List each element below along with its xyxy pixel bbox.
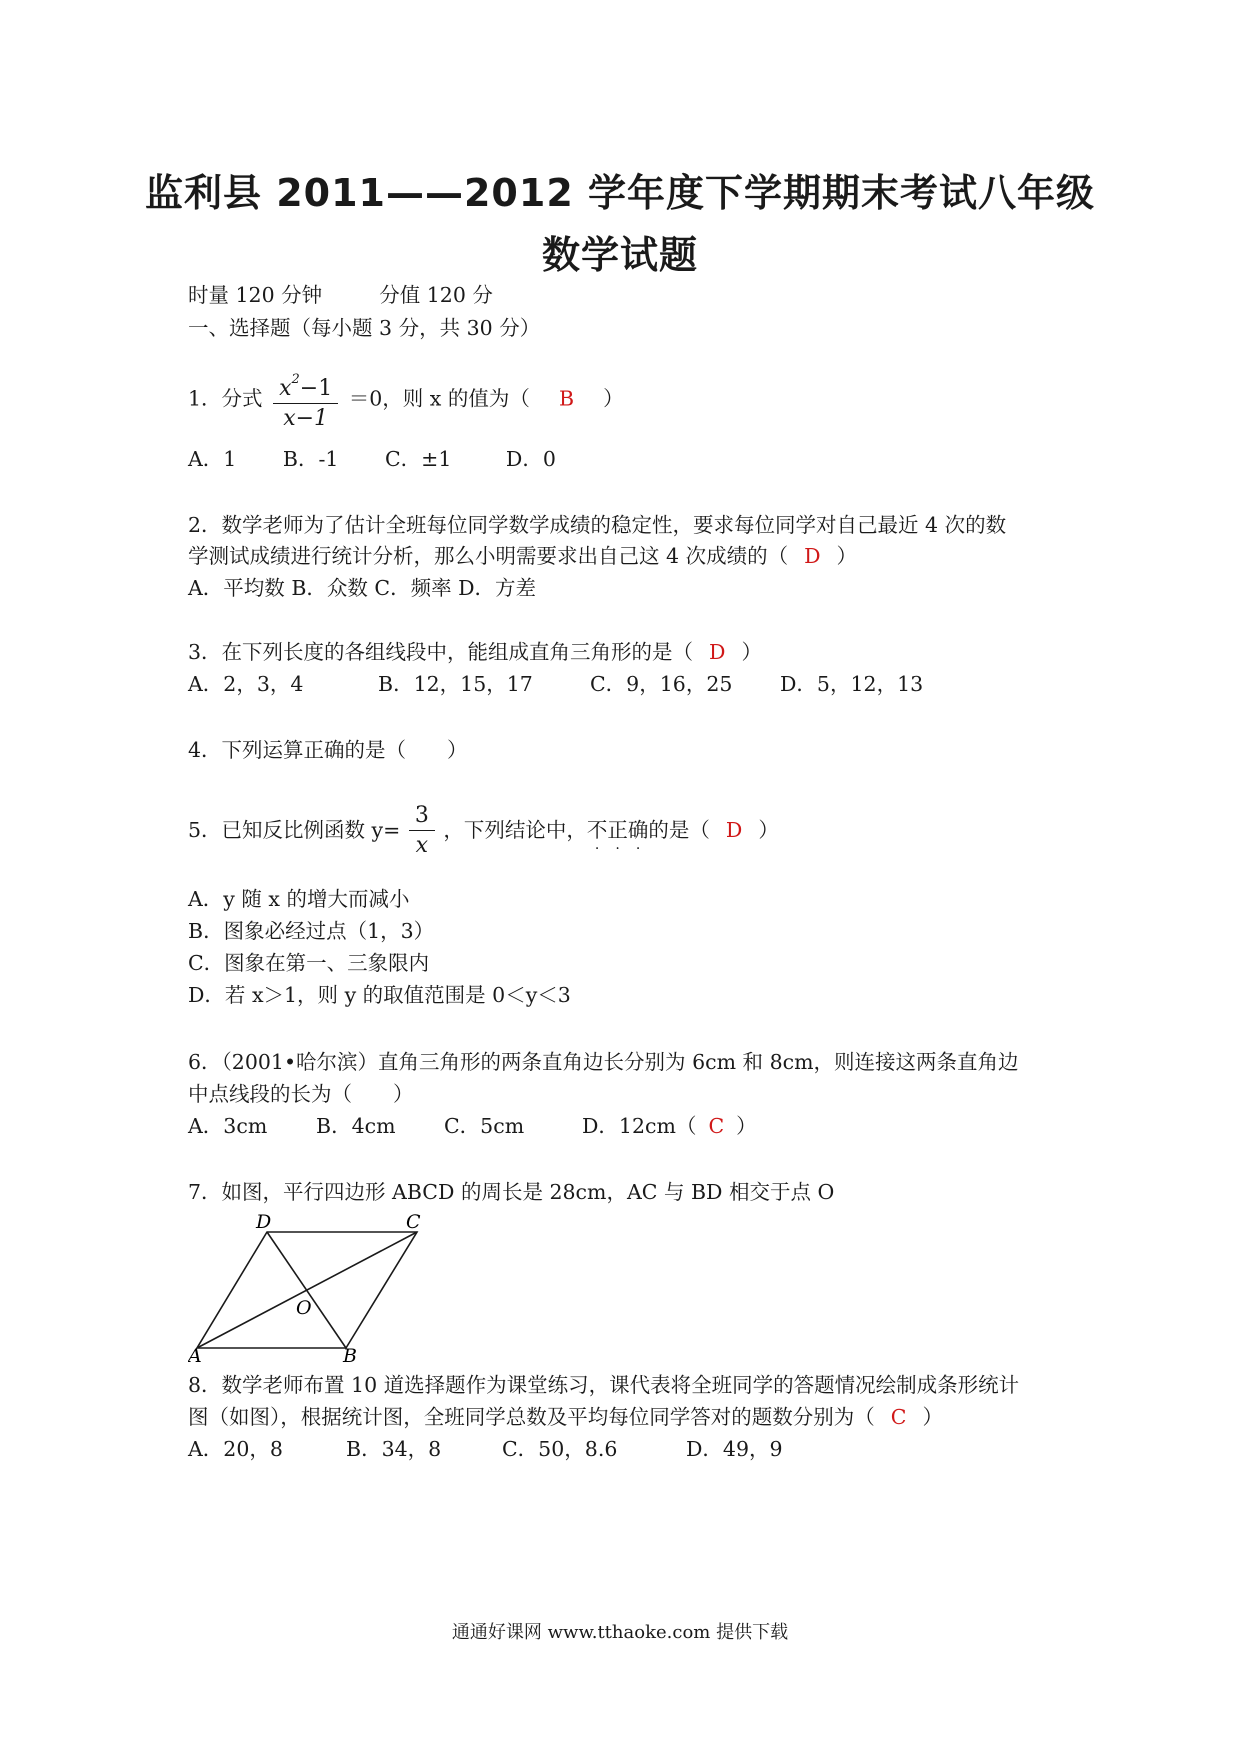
q1-answer: B — [558, 386, 575, 411]
question-7: 7．如图，平行四边形 ABCD 的周长是 28cm，AC 与 BD 相交于点 O — [188, 1180, 835, 1204]
q8-answer: C — [890, 1405, 907, 1429]
q3-answer: D — [709, 640, 726, 664]
time-limit: 时量 120 分钟 — [188, 283, 323, 307]
question-4: 4．下列运算正确的是（ ） — [188, 738, 468, 762]
vertex-label-c: C — [406, 1212, 421, 1233]
q2-answer: D — [804, 544, 821, 568]
question-6-line2: 中点线段的长为（ ） — [188, 1082, 414, 1106]
q6-answer: C — [708, 1114, 725, 1138]
exam-title: 监利县 2011——2012 学年度下学期期末考试八年级 — [145, 171, 1095, 215]
total-score: 分值 120 分 — [379, 283, 493, 307]
question-2-line2: 学测试成绩进行统计分析，那么小明需要求出自己这 4 次成绩的（ D ） — [188, 544, 858, 568]
q5-option-d: D．若 x＞1，则 y 的取值范围是 0＜y＜3 — [188, 983, 571, 1007]
q5-option-a: A．y 随 x 的增大而减小 — [188, 887, 410, 911]
q1-options: A．1 B．-1 C．±1 D．0 — [188, 447, 556, 471]
q1-fraction: $\frac{x^2-1}{x-1}$ — [273, 366, 338, 434]
q3-options: A．2，3，4 B．12，15，17 C．9，16，25 D．5，12，13 — [188, 672, 924, 696]
q5-option-c: C．图象在第一、三象限内 — [188, 951, 430, 975]
q2-options: A．平均数 B．众数 C．频率 D．方差 — [188, 576, 537, 600]
q5-option-b: B．图象必经过点（1，3） — [188, 919, 435, 943]
section-heading: 一、选择题（每小题 3 分，共 30 分） — [188, 316, 541, 340]
vertex-label-d: D — [256, 1212, 272, 1233]
vertex-label-b: B — [343, 1345, 357, 1362]
question-5: 5．已知反比例函数 y= $\frac{3}{x}$ ，下列结论中，不 · 正 · 确 · 的是（ D ） — [188, 800, 779, 861]
q6-options: A．3cm B．4cm C．5cm D．12cm（ C ） — [188, 1114, 757, 1138]
q5-fraction: $\frac{3}{x}$ — [409, 802, 435, 861]
question-1: 1．分式 $\frac{x^2-1}{x-1}$ ＝0，则 x 的值为（ B ） — [188, 366, 624, 434]
q5-answer: D — [725, 818, 743, 842]
question-8-line1: 8．数学老师布置 10 道选择题作为课堂练习，课代表将全班同学的答题情况绘制成条形统计 — [188, 1373, 1020, 1397]
parallelogram-figure — [188, 1212, 448, 1362]
question-6-line1: 6．（2001•哈尔滨）直角三角形的两条直角边长分别为 6cm 和 8cm，则连接这两条直角边 — [188, 1050, 1019, 1074]
question-3: 3．在下列长度的各组线段中，能组成直角三角形的是（ D ） — [188, 640, 762, 664]
footer-source: 通通好课网 www.tthaoke.com 提供下载 — [451, 1622, 789, 1643]
q8-options: A．20，8 B．34，8 C．50，8.6 D．49，9 — [188, 1437, 783, 1461]
diagonal-bd — [267, 1232, 346, 1348]
q1-suffix: ＝0，则 x 的值为（ — [348, 386, 530, 411]
vertex-label-a: A — [188, 1345, 202, 1362]
question-8-line2: 图（如图），根据统计图，全班同学总数及平均每位同学答对的题数分别为（ C ） — [188, 1405, 943, 1429]
exam-meta — [188, 280, 493, 310]
q1-prefix: 1．分式 — [188, 386, 263, 411]
question-2-line1: 2．数学老师为了估计全班每位同学数学成绩的稳定性，要求每位同学对自己最近 4 次的数 — [188, 513, 1007, 537]
center-label-o: O — [296, 1297, 312, 1319]
exam-subtitle: 数学试题 — [541, 233, 698, 277]
